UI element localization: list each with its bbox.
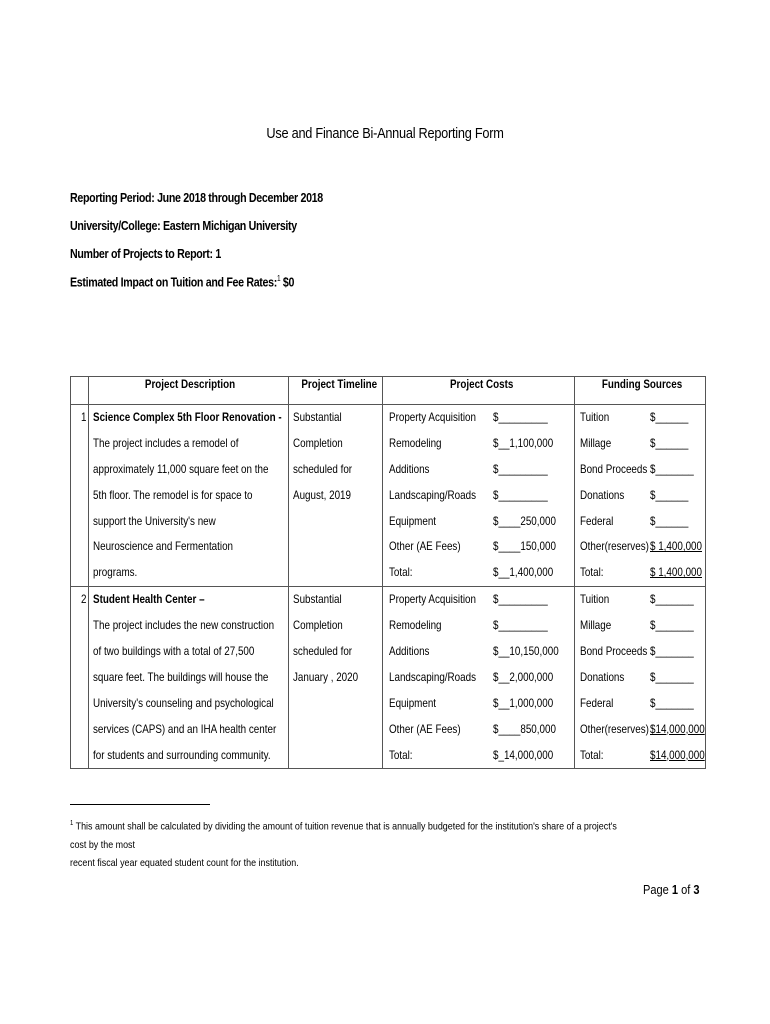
project-costs: Property Acquisition $_________ Remodeling $_________ Additions $__10,150,000 Landscaping/Roads $__2,000,000 Equipment $__1,000,000 Other (AE Fees) $____850,000 Total: $_14,000,000 bbox=[383, 587, 575, 769]
header-description: Project Description bbox=[89, 377, 289, 405]
tuition-impact-label: Estimated Impact on Tuition and Fee Rates: bbox=[70, 274, 277, 290]
project-funding: Tuition $______ Millage $______ Bond Proceeds $_______ Donations $______ Federal $______ Other(reserves) $ 1,400,000 Total: $ 1,400,000 bbox=[575, 405, 706, 587]
tuition-impact-value: $0 bbox=[280, 274, 295, 290]
footnote-line-2: recent fiscal year equated student count for the institution. bbox=[70, 856, 299, 869]
footnote-marker: 1 bbox=[70, 820, 74, 827]
header-costs: Project Costs bbox=[383, 377, 575, 405]
table-row bbox=[71, 405, 706, 587]
table-header bbox=[71, 377, 706, 405]
footnote-line-1: This amount shall be calculated by dividing the amount of tuition revenue that is annually budgeted for the institution's share of a project's cost by the most bbox=[70, 820, 617, 851]
header-timeline: Project Timeline bbox=[289, 377, 383, 405]
university: University/College: Eastern Michigan University bbox=[70, 218, 297, 233]
projects-table bbox=[70, 376, 706, 769]
tuition-impact bbox=[70, 274, 294, 289]
page-of: of bbox=[678, 882, 694, 897]
project-funding: Tuition $_______ Millage $_______ Bond Proceeds $_______ Donations $_______ Federal $_______ Other(reserves) $14,000,000 Total: $14,000,000 bbox=[575, 587, 706, 769]
footnote-ref: 1 bbox=[276, 274, 281, 283]
header-funding: Funding Sources bbox=[575, 377, 706, 405]
page-number bbox=[643, 882, 700, 897]
project-number: 1 bbox=[71, 405, 89, 587]
reporting-period: Reporting Period: June 2018 through December 2018 bbox=[70, 190, 323, 205]
project-description: Student Health Center – The project includes the new construction of two buildings with a total of 27,500 square feet. The buildings will house the University's counseling and psychological services (CAPS) and an IHA health center for students and surrounding community. bbox=[89, 587, 289, 769]
project-timeline: Substantial Completion scheduled for August, 2019 bbox=[289, 405, 383, 587]
page-total: 3 bbox=[693, 882, 700, 897]
footnote bbox=[70, 815, 631, 872]
page-prefix: Page bbox=[643, 882, 673, 897]
project-costs: Property Acquisition $_________ Remodeling $__1,100,000 Additions $_________ Landscaping/Roads $_________ Equipment $____250,000 Other (AE Fees) $____150,000 Total: $__1,400,000 bbox=[383, 405, 575, 587]
table-row bbox=[71, 587, 706, 769]
project-number: 2 bbox=[71, 587, 89, 769]
footnote-divider bbox=[70, 804, 210, 805]
project-timeline: Substantial Completion scheduled for January , 2020 bbox=[289, 587, 383, 769]
project-description: Science Complex 5th Floor Renovation - The project includes a remodel of approximately 11,000 square feet on the 5th floor. The remodel is for space to support the University's new Neuroscience and Fermentation programs. bbox=[89, 405, 289, 587]
page-current: 1 bbox=[672, 882, 679, 897]
num-projects: Number of Projects to Report: 1 bbox=[70, 246, 221, 261]
form-title: Use and Finance Bi-Annual Reporting Form bbox=[266, 125, 504, 142]
